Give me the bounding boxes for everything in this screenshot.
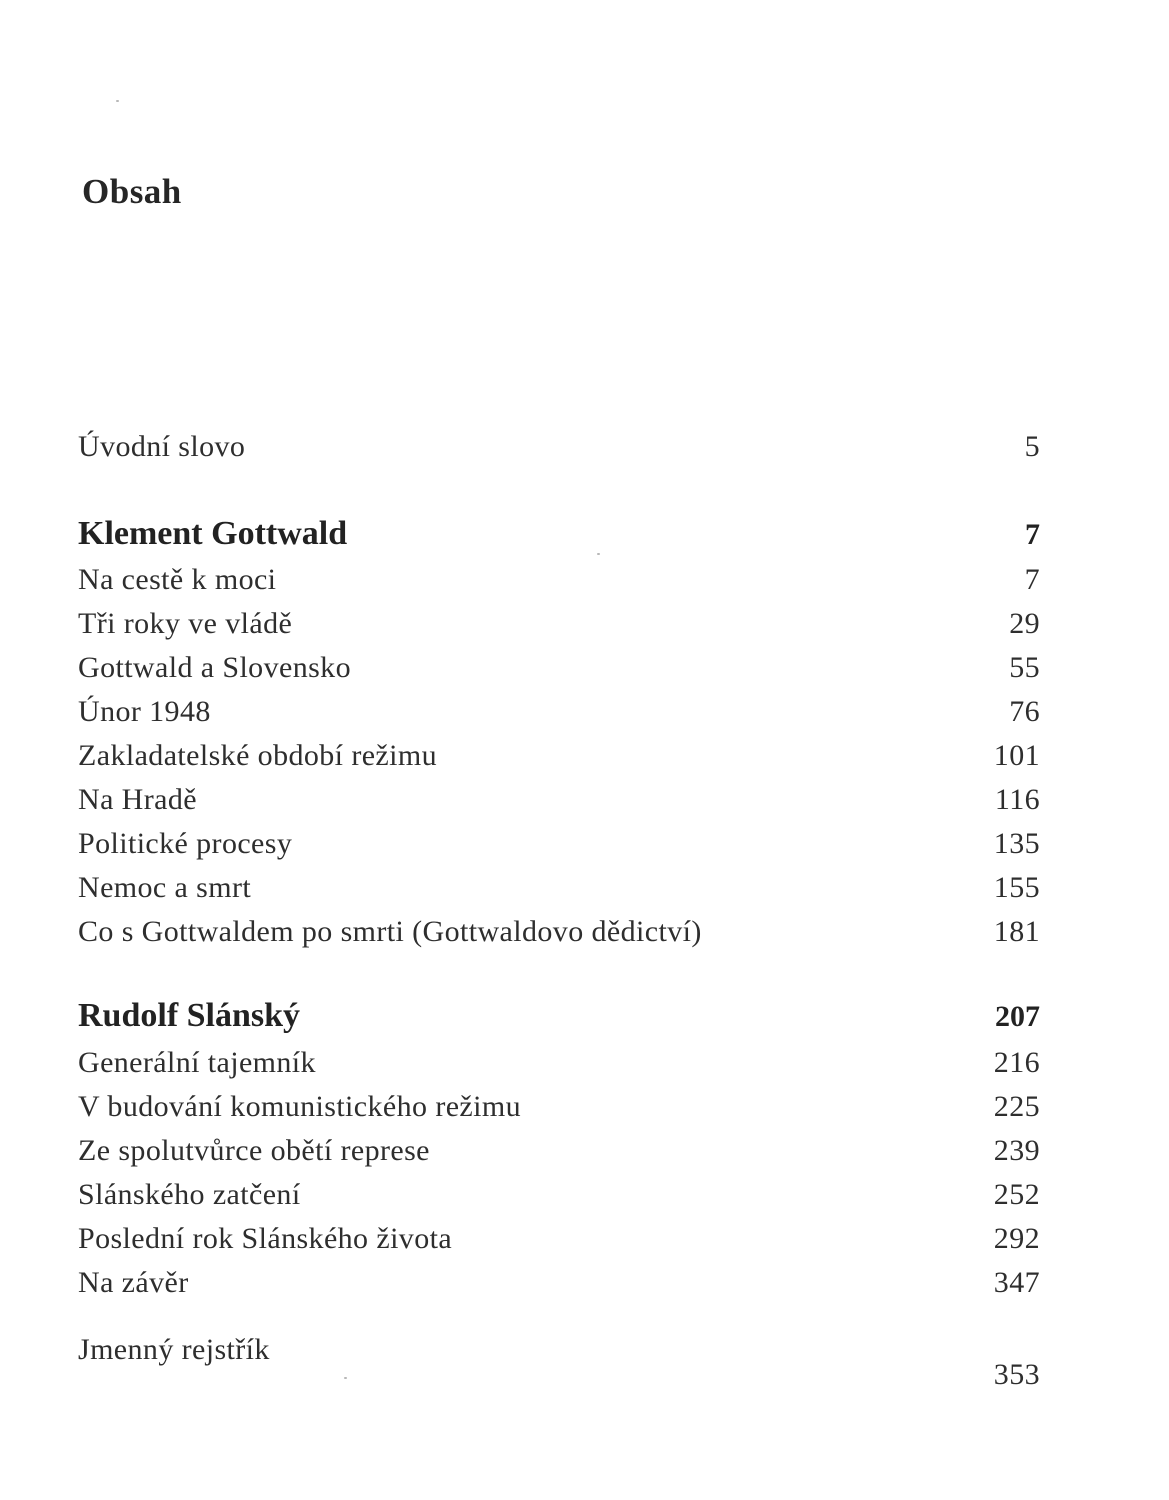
toc-entry-page: 292 — [993, 1222, 1040, 1255]
toc-entry-page: 101 — [993, 739, 1040, 772]
toc-entry-page: 239 — [993, 1134, 1040, 1167]
toc-entry-label: Zakladatelské období režimu — [78, 739, 438, 772]
toc-entry-label: Nemoc a smrt — [78, 871, 252, 904]
toc-entry-page: 116 — [994, 783, 1040, 816]
toc-entry-label: Únor 1948 — [78, 695, 211, 728]
toc-entry-intro — [78, 430, 1040, 464]
toc-entry — [78, 607, 1040, 641]
toc-entry-label: Ze spolutvůrce obětí represe — [78, 1134, 430, 1167]
scan-speck — [597, 553, 600, 555]
toc-entry-label: Tři roky ve vládě — [78, 607, 293, 640]
toc-entry-page: 252 — [993, 1178, 1040, 1211]
toc-entry-label: Politické procesy — [78, 827, 293, 860]
toc-entry-label: Na cestě k moci — [78, 563, 277, 596]
toc-entry-label: Na závěr — [78, 1266, 189, 1299]
toc-entry — [78, 695, 1040, 729]
toc-entry — [78, 1134, 1040, 1168]
toc-entry-page: 5 — [1024, 430, 1040, 463]
toc-entry — [78, 871, 1040, 905]
toc-entry — [78, 1222, 1040, 1256]
toc-entry — [78, 1090, 1040, 1124]
toc-entry-page: 29 — [1009, 607, 1040, 640]
toc-entry-page: 7 — [1024, 563, 1040, 596]
toc-entry — [78, 563, 1040, 597]
page-title: Obsah — [82, 172, 182, 211]
toc-entry-label: Úvodní slovo — [78, 430, 246, 463]
toc-entry-label: Poslední rok Slánského života — [78, 1222, 453, 1255]
toc-entry-page: 155 — [993, 871, 1040, 904]
toc-part-page: 207 — [995, 1000, 1040, 1033]
toc-part-heading-slansky — [78, 997, 1040, 1035]
toc-entry — [78, 1046, 1040, 1080]
toc-entry-page: 216 — [993, 1046, 1040, 1079]
toc-entry — [78, 783, 1040, 817]
toc-entry-label: Na Hradě — [78, 783, 197, 816]
toc-entry-page: 347 — [993, 1266, 1040, 1299]
toc-entry — [78, 1266, 1040, 1300]
toc-entry-page: 76 — [1009, 695, 1040, 728]
toc-entry-page: 181 — [993, 915, 1040, 948]
toc-entry — [78, 739, 1040, 773]
toc-entry-label: V budování komunistického režimu — [78, 1090, 522, 1123]
scan-speck — [344, 1377, 347, 1379]
toc-entry-label: Co s Gottwaldem po smrti (Gottwaldovo dědictví) — [78, 915, 702, 948]
toc-entry — [78, 651, 1040, 685]
toc-entry-page: 135 — [993, 827, 1040, 860]
toc-entry-label: Generální tajemník — [78, 1046, 316, 1079]
scan-speck — [116, 100, 119, 102]
toc-part-page: 7 — [1025, 518, 1040, 551]
toc-entry — [78, 827, 1040, 861]
toc-entry — [78, 915, 1040, 949]
toc-entry-page: 225 — [993, 1090, 1040, 1123]
toc-part-heading-gottwald — [78, 515, 1040, 553]
toc-entry-page: 353 — [993, 1358, 1040, 1391]
toc-part-label: Rudolf Slánský — [78, 997, 301, 1034]
toc-entry-index — [78, 1333, 1040, 1391]
toc-entry-label: Slánského zatčení — [78, 1178, 301, 1211]
toc-entry-page: 55 — [1009, 651, 1040, 684]
toc-entry-label: Gottwald a Slovensko — [78, 651, 351, 684]
toc-part-label: Klement Gottwald — [78, 515, 348, 552]
toc-entry — [78, 1178, 1040, 1212]
toc-entry-label: Jmenný rejstřík — [78, 1333, 270, 1366]
